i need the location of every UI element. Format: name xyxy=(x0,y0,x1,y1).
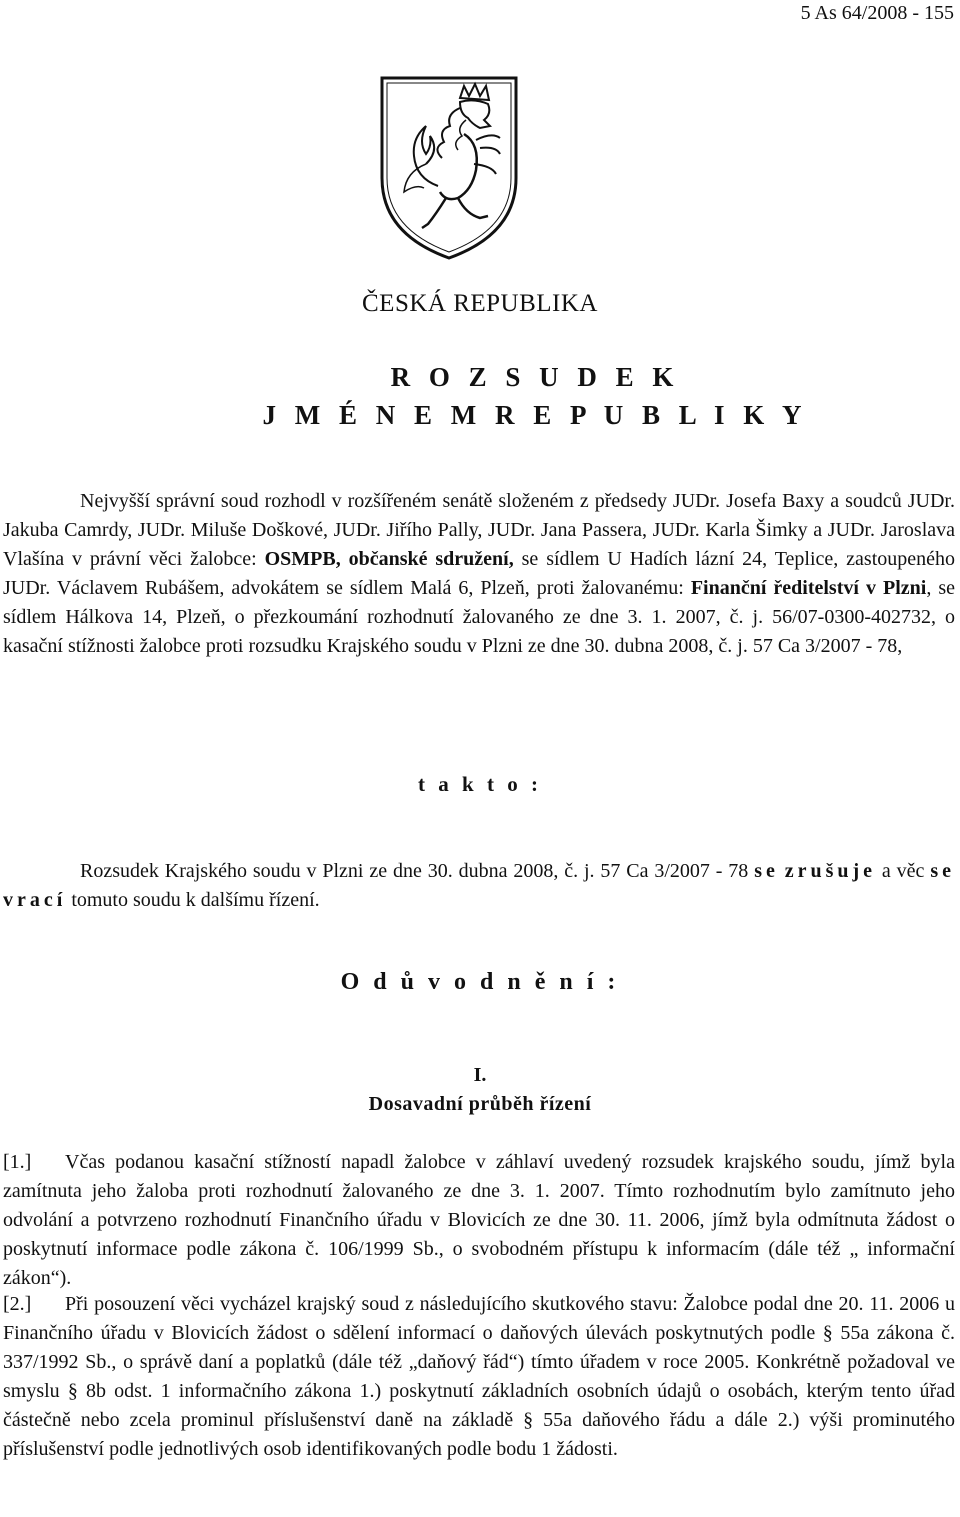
result-spaced-zrusuje: zrušuje xyxy=(784,860,877,882)
case-reference: 5 As 64/2008 - 155 xyxy=(800,2,954,24)
intro-text-3: , se sídlem Hálkova 14, Plzeň, o přezkoumání rozhodnutí žalovaného ze dne 3. 1. 2007, č. j. 56/07-0300-402732, o kasační stížnosti žalobce proti rozsudku Krajského soudu v Plzni ze dne 30. dubna 2008, č. j. 57 Ca 3/2007 - 78, xyxy=(3,577,955,657)
takto-heading: t a k t o : xyxy=(418,772,542,796)
result-spaced-vraci: vrací xyxy=(3,889,67,911)
paragraph-1-number: [1.] xyxy=(3,1151,32,1173)
result-text-3: tomuto soudu k dalšímu řízení. xyxy=(66,889,320,911)
czech-lion-coat-of-arms-icon xyxy=(376,74,522,262)
verdict-paragraph xyxy=(3,857,955,915)
intro-text-2: se sídlem U Hadích lázní 24, Teplice, zastoupeného JUDr. Václavem Rubášem, advokátem se sídlem Malá 6, Plzeň, proti žalovanému: xyxy=(3,548,956,599)
section-number: I. xyxy=(473,1064,487,1086)
paragraph-2-number: [2.] xyxy=(3,1293,32,1315)
result-spaced-se-2: se xyxy=(930,860,955,882)
plaintiff-name: OSMPB, občanské sdružení, xyxy=(264,548,514,570)
paragraph-2-text: Při posouzení věci vycházel krajský soud z následujícího skutkového stavu: Žalobce podal dne 20. 11. 2006 u Finančního úřadu v Blovicích žádost o sdělení informací o daňových úlevách poskytnutých podle § 55a zákona č. 337/1992 Sb., o správě daní a poplatků (dále též „daňový řád“) tímto úřadem v roce 2005. Konkrétně požadoval ve smyslu § 8b odst. 1 informačního zákona 1.) poskytnutí základních osobních údajů o osobách, kterým tento úřad částečně nebo zcela prominul příslušenství daně na základě § 55a daňového řádu a dále 2.) výši prominutého příslušenství podle jednotlivých osob identifikovaných podle bodu 1 žádosti. xyxy=(3,1293,955,1460)
defendant-name: Finanční ředitelství v Plzni xyxy=(690,577,927,599)
intro-paragraph xyxy=(3,487,955,661)
intro-text-1: Nejvyšší správní soud rozhodl v rozšířeném senátě složeném z předsedy JUDr. Josefa Baxy a soudců JUDr. Jakuba Camrdy, JUDr. Miluše Doškové, JUDr. Jiřího Pally, JUDr. Jana Passera, JUDr. Karla Šimky a JUDr. Jaroslava Vlašína v právní věci žalobce: xyxy=(3,490,955,570)
result-text-2: a věc xyxy=(876,860,931,882)
title-line-2: J M É N E M R E P U B L I K Y xyxy=(262,400,808,430)
paragraph-2 xyxy=(3,1290,955,1464)
result-text-1: Rozsudek Krajského soudu v Plzni ze dne 30. dubna 2008, č. j. 57 Ca 3/2007 - 78 xyxy=(80,860,755,882)
paragraph-1 xyxy=(3,1148,955,1293)
section-title: Dosavadní průběh řízení xyxy=(368,1093,592,1115)
result-spaced-se-1: se xyxy=(754,860,779,882)
country-name: ČESKÁ REPUBLIKA xyxy=(362,290,598,317)
document-title xyxy=(0,358,960,434)
title-line-1: R O Z S U D E K xyxy=(390,362,680,392)
reasoning-heading: O d ů v o d n ě n í : xyxy=(340,969,620,995)
paragraph-1-text: Včas podanou kasační stížností napadl žalobce v záhlaví uvedený rozsudek krajského soudu, jímž byla zamítnuta jeho žaloba proti rozhodnutí žalovaného ze dne 3. 1. 2007. Tímto rozhodnutím bylo zamítnuto jeho odvolání a potvrzeno rozhodnutí Finančního úřadu v Blovicích ze dne 30. 11. 2006, jímž byla odmítnuta žádost o poskytnutí informace podle zákona č. 106/1999 Sb., o svobodném přístupu k informacím (dále též „ informační zákon“). xyxy=(3,1151,955,1289)
